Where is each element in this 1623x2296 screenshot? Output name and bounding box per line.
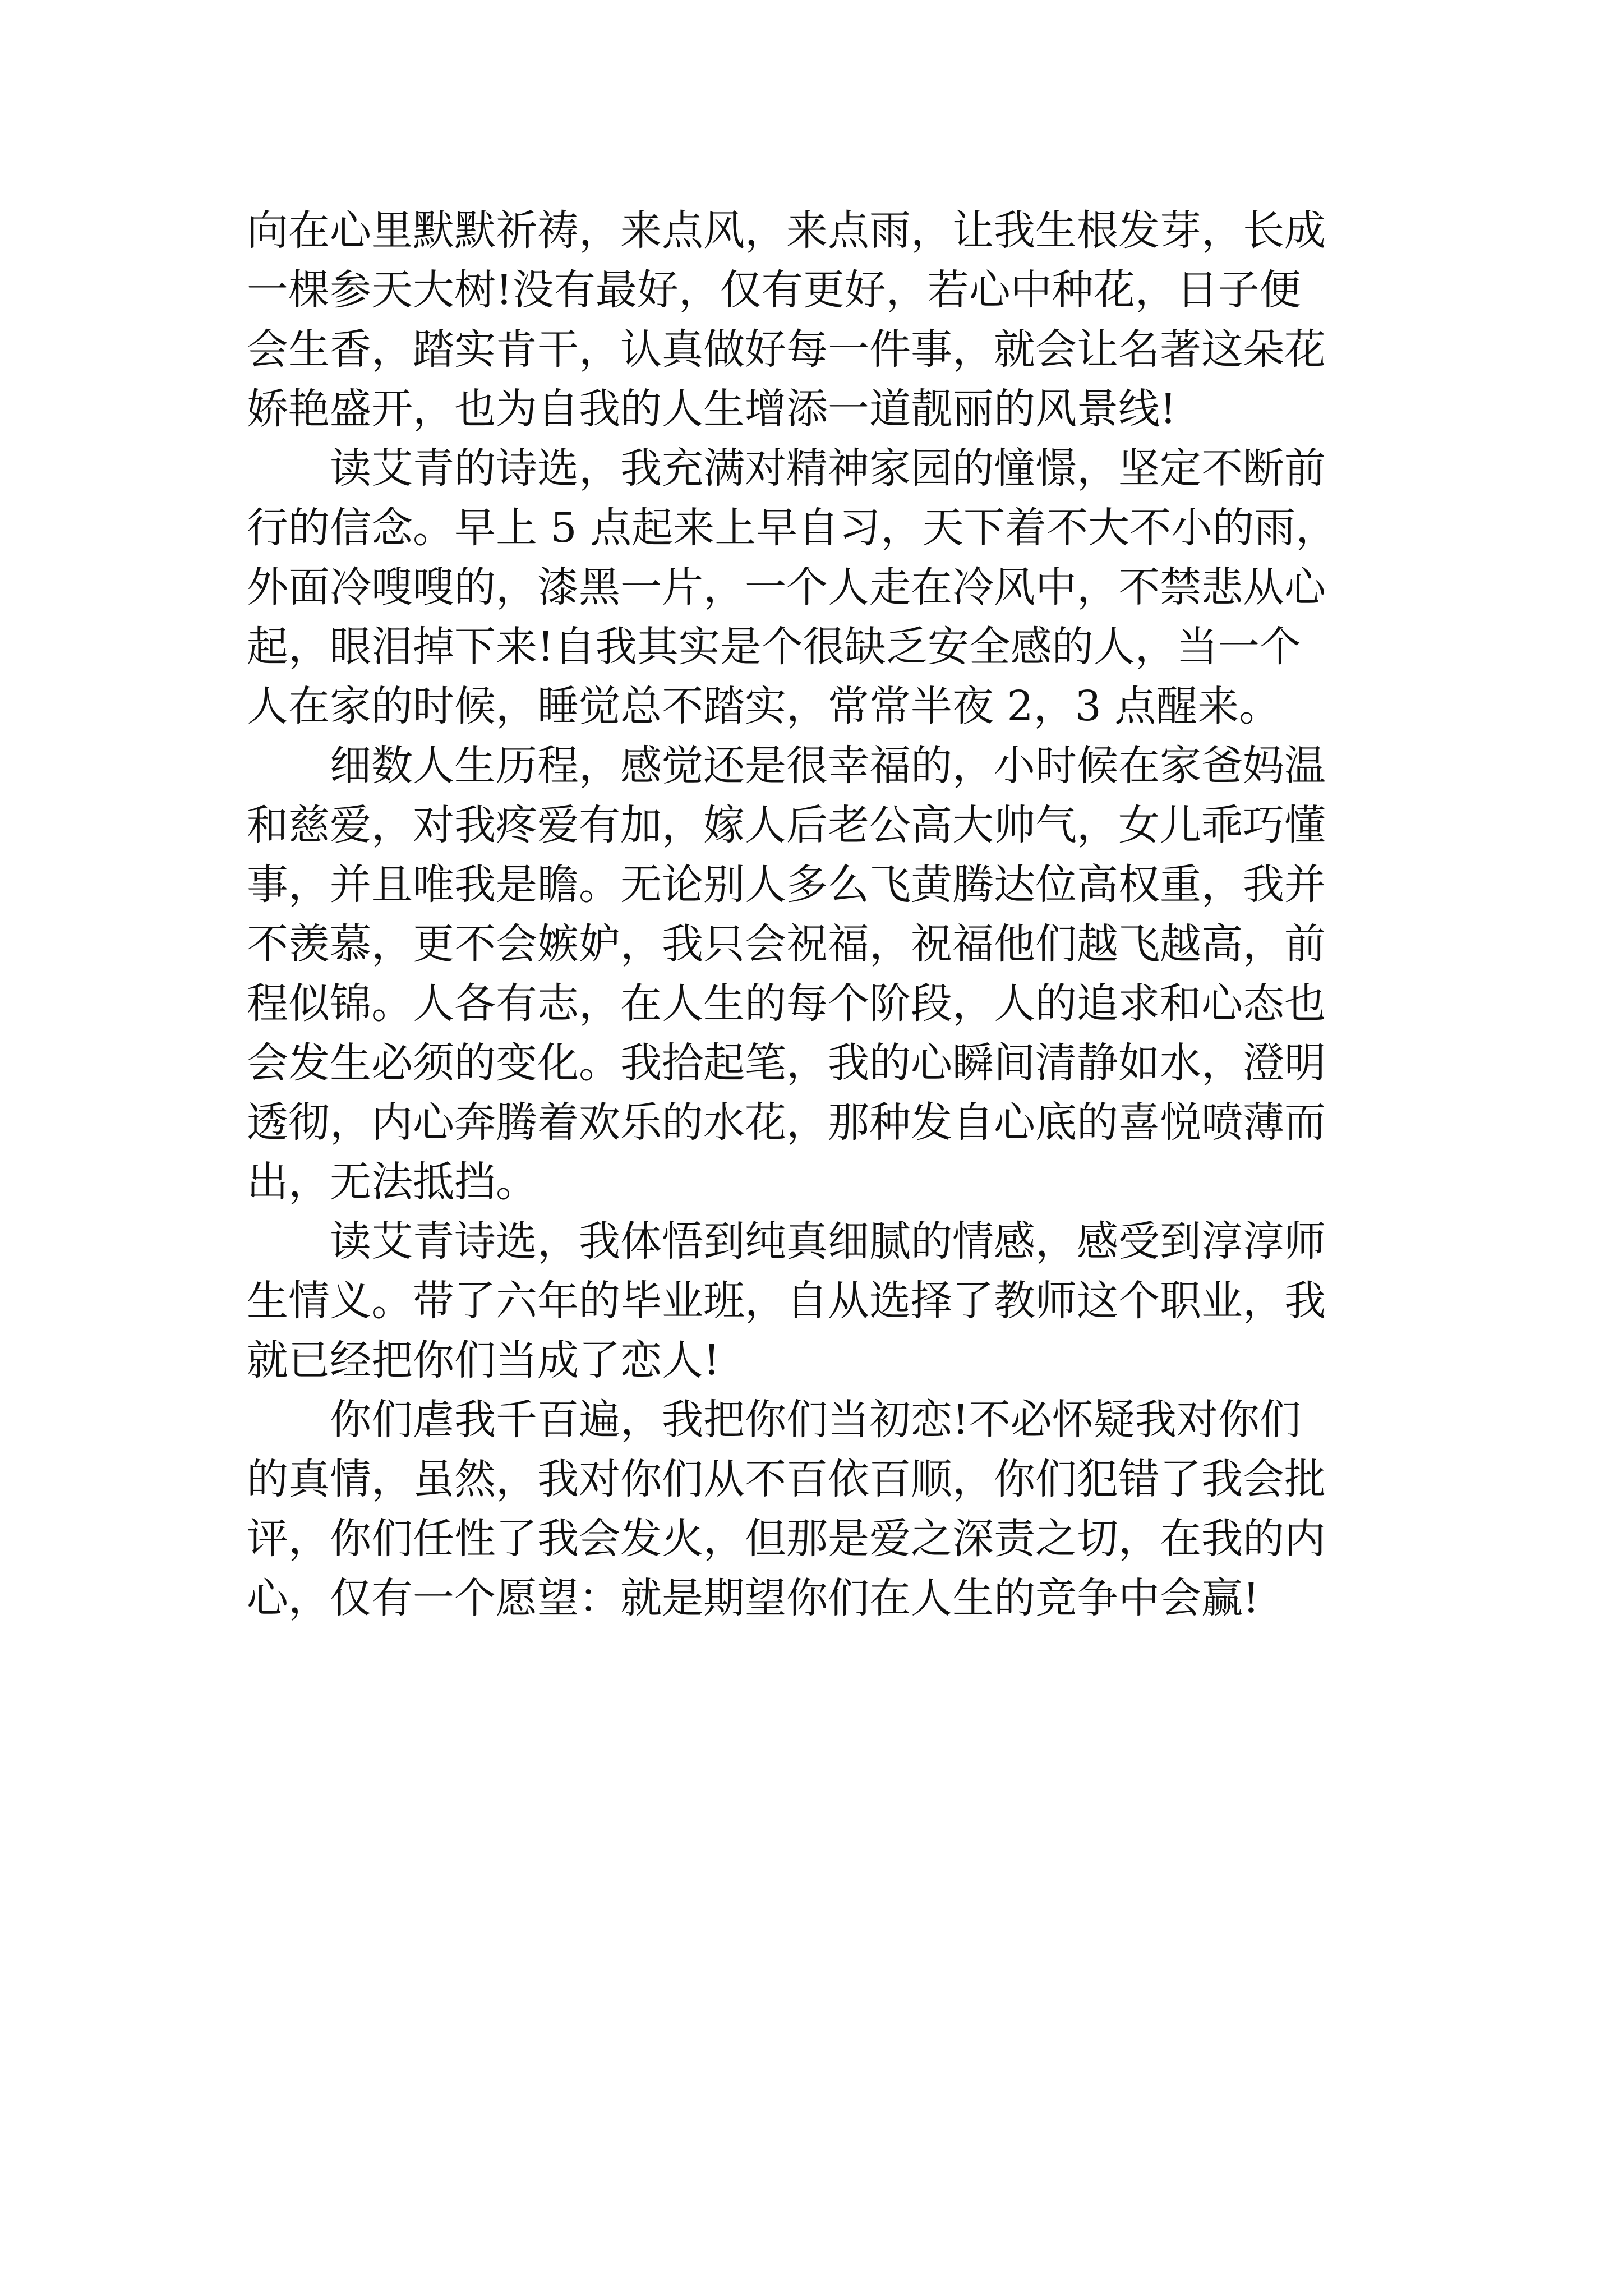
text-line: 外面冷嗖嗖的，漆黑一片，一个人走在冷风中，不禁悲从心 — [247, 563, 1326, 611]
text-line: 事，并且唯我是瞻。无论别人多么飞黄腾达位高权重，我并 — [247, 861, 1326, 909]
text-line: 细数人生历程，感觉还是很幸福的，小时候在家爸妈温 — [247, 742, 1326, 790]
text-line: 你们虐我千百遍，我把你们当初恋!不必怀疑我对你们 — [247, 1396, 1301, 1444]
text-line: 读艾青的诗选，我充满对精神家园的憧憬，坚定不断前 — [247, 444, 1326, 493]
paragraph — [247, 1212, 1385, 1390]
text-line: 向在心里默默祈祷，来点风，来点雨，让我生根发芽，长成 — [247, 206, 1326, 255]
text-line: 行的信念。早上 5 点起来上早自习，天下着不大不小的雨， — [247, 504, 1338, 552]
paragraph — [247, 439, 1385, 736]
text-line: 一棵参天大树!没有最好，仅有更好，若心中种花，日子便 — [247, 266, 1301, 314]
text-line: 心，仅有一个愿望：就是期望你们在人生的竞争中会赢! — [247, 1574, 1260, 1622]
text-line: 就已经把你们当成了恋人! — [247, 1336, 720, 1384]
text-line: 透彻，内心奔腾着欢乐的水花，那种发自心底的喜悦喷薄而 — [247, 1098, 1326, 1147]
text-line: 会发生必须的变化。我拾起笔，我的心瞬间清静如水，澄明 — [247, 1039, 1326, 1087]
text-line: 娇艳盛开，也为自我的人生增添一道靓丽的风景线! — [247, 385, 1177, 433]
text-line: 起，眼泪掉下来!自我其实是个很缺乏安全感的人，当一个 — [247, 623, 1301, 671]
text-line: 程似锦。人各有志，在人生的每个阶段，人的追求和心态也 — [247, 979, 1326, 1028]
text-line: 的真情，虽然，我对你们从不百依百顺，你们犯错了我会批 — [247, 1455, 1326, 1503]
text-line: 会生香，踏实肯干，认真做好每一件事，就会让名著这朵花 — [247, 325, 1326, 374]
paragraph — [247, 201, 1385, 439]
text-line: 和慈爱，对我疼爱有加，嫁人后老公高大帅气，女儿乖巧懂 — [247, 801, 1326, 849]
text-line: 生情义。带了六年的毕业班，自从选择了教师这个职业，我 — [247, 1277, 1326, 1325]
document-body — [247, 201, 1385, 1628]
text-line: 评，你们任性了我会发火，但那是爱之深责之切，在我的内 — [247, 1515, 1326, 1563]
text-line: 读艾青诗选，我体悟到纯真细腻的情感，感受到淳淳师 — [247, 1217, 1326, 1266]
text-line: 人在家的时候，睡觉总不踏实，常常半夜 2，3 点醒来。 — [247, 682, 1281, 730]
text-line: 出，无法抵挡。 — [247, 1158, 537, 1206]
text-line: 不羡慕，更不会嫉妒，我只会祝福，祝福他们越飞越高，前 — [247, 920, 1326, 968]
paragraph — [247, 736, 1385, 1212]
paragraph — [247, 1390, 1385, 1628]
